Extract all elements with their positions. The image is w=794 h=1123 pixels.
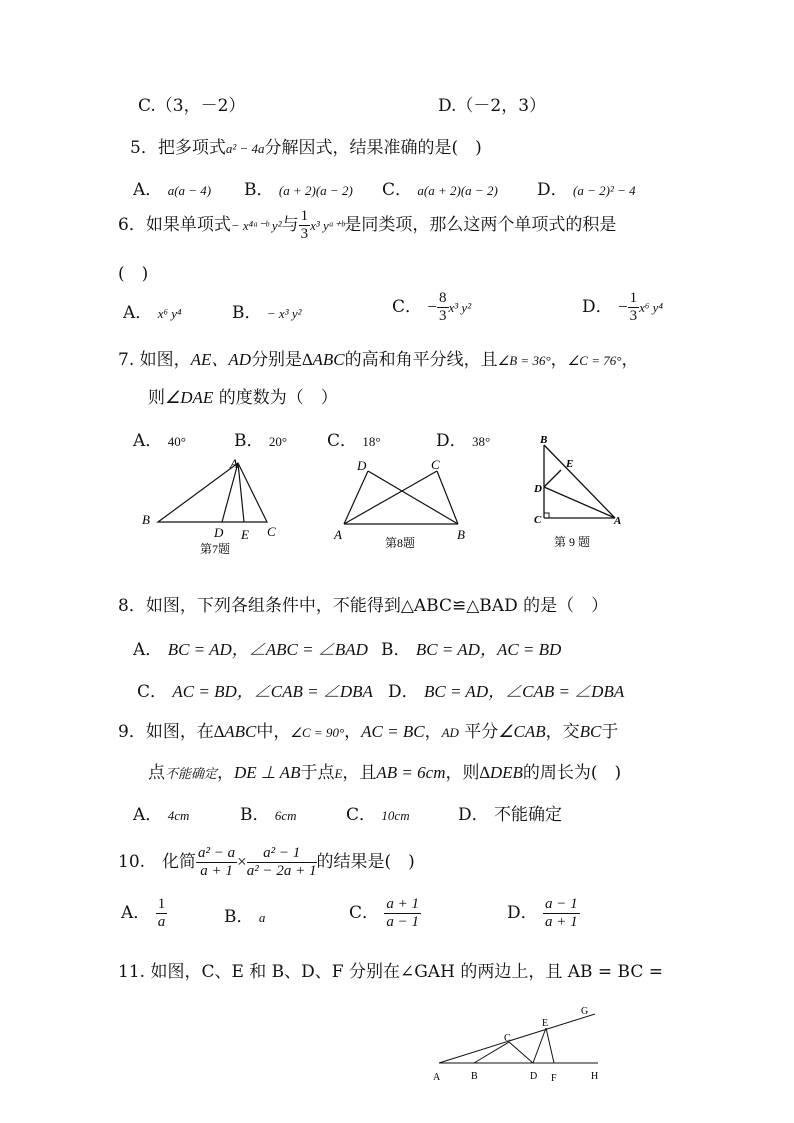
q5-d-value: (a − 2)² − 4 [573,183,636,198]
q11-stem: 11. 如图，C、E 和 B、D、F 分别在∠GAH 的两边上，且 AB = BC = [118,962,664,982]
fig7-label-b: B [142,512,150,527]
q8-a-value: BC = AD，∠ABC = ∠BAD [167,640,368,659]
q9-c-label: C． [346,805,377,825]
q6-option-a [123,298,182,323]
q10-f1-den: a + 1 [200,863,233,879]
q6-d-sign: − [618,297,628,316]
q7-angle-c: ∠C = 76° [567,353,622,368]
q6-stem-end: 是同类项，那么这两个单项式的积是 [344,215,617,235]
q5-b-value: (a + 2)(a − 2) [278,183,353,198]
q10-a-num: 1 [157,896,166,912]
q5-option-c [382,175,498,200]
q7-b-value: 20° [268,434,288,449]
fig9-label-e: E [566,458,574,470]
fig8-label-a: A [334,527,342,542]
fig9-segment-ba [544,445,615,518]
q10-d-num: a − 1 [545,896,578,912]
q7-stem [118,345,638,370]
q7-c-label: C． [327,431,358,451]
q5-expression: a² − 4a [225,141,265,156]
fig11-label-e: E [542,1018,549,1029]
q10-stem-end: 的结果是( ) [316,852,415,872]
q7-stem-b: 分别是 [251,350,303,370]
q9-option-a [133,800,189,825]
q7-a-label: A． [133,431,163,451]
fig7-segment-ad [222,463,238,522]
q7-comma: ， [550,350,568,370]
fig11-label-d: D [530,1071,538,1082]
q10-a-den: a [157,914,166,930]
q9-d-label: D． [458,805,489,825]
q9-line2-d: ，则 [445,763,480,783]
q6-d-num: 1 [629,290,638,306]
fig8-segment-ad [344,471,368,524]
q10-option-b [224,902,265,927]
q10-c-num: a + 1 [386,896,420,912]
q9-d-value: 不能确定 [494,805,563,825]
q8-c-label: C． [137,682,168,702]
q5-a-value: a(a − 4) [167,183,212,198]
q4-option-c: C.（3，－2） [138,96,246,116]
q10-b-value: a [258,910,266,925]
q9-comma-4: ， [217,763,235,783]
q10-stem [118,845,415,880]
q7-ae-ad: AE、AD [190,350,252,369]
fig7-label-a: A [230,456,238,471]
q9-point-e: E [334,766,343,781]
q6-option-c [392,290,471,325]
q9-a-label: A． [133,805,163,825]
fig9-label-a: A [614,515,622,527]
q9-line2-b: 于点 [300,763,335,783]
q5-b-label: B． [244,180,274,200]
fig8-segment-bc [437,471,458,524]
q10-a-fraction [156,896,168,931]
fig11-label-g: G [581,1006,589,1017]
q9-line2-a: 点 [148,763,165,783]
q9-stem [118,717,618,742]
fig8-segment-bd [368,471,458,524]
q5-c-value: a(a + 2)(a − 2) [417,183,498,198]
q5-option-a [133,175,211,200]
figure-11 [430,1002,610,1087]
q9-stem-d: ，交 [545,722,580,742]
q6-d-label: D． [582,297,613,317]
q6-option-d [582,290,663,325]
q7-option-d [436,426,490,451]
q6-c-tail: x³ y² [448,300,472,315]
q6-c-den: 3 [439,308,447,324]
fig9-label-d: D [534,483,542,495]
fig11-label-a: A [433,1072,441,1083]
q9-b-label: B． [240,805,270,825]
q6-paren: ( ) [118,264,149,284]
q9-angle-c: ∠C = 90° [290,725,345,740]
q8-b-label: B． [381,640,411,660]
fig8-label-b: B [457,527,465,542]
fig8-segment-ac [344,471,437,524]
q6-option-b [232,298,302,323]
q10-c-den: a − 1 [386,914,420,930]
fig11-label-f: F [551,1073,557,1084]
fig11-segment-ef [546,1028,554,1063]
q10-option-c [349,896,421,931]
q6-c-label: C． [392,297,423,317]
q8-d-value: BC = AD，∠CAB = ∠DBA [424,682,625,701]
q4-option-d: D.（－2，3） [438,96,547,116]
fig11-segment-bc [474,1042,509,1063]
fig7-label-e: E [241,527,249,542]
q6-stem [118,208,616,243]
q9-c-value: 10cm [381,808,410,823]
q9-stem-e: 于 [601,722,619,742]
q9-line2-e: 的周长为( ) [522,763,622,783]
q10-option-d [507,896,580,931]
q6-with: 与 [281,215,299,235]
q10-f1-num: a² − a [198,845,236,861]
q7-d-label: D． [436,431,467,451]
q6-b-label: B． [232,303,262,323]
q9-triangle-deb: ∆DEB [479,763,523,782]
q6-frac-den: 3 [300,226,309,242]
fig11-label-h: H [591,1071,599,1082]
q7-line2-a: 则 [148,388,165,408]
q9-option-c [346,800,410,825]
fig8-label-c: C [431,457,440,472]
q9-b-value: 6cm [274,808,297,823]
q10-times: × [237,852,247,871]
q6-monomial-1: − x⁴ᵃ⁻ᵇ y² [230,218,282,233]
q10-b-label: B． [224,907,254,927]
q6-stem-text: 6．如果单项式 [118,215,231,235]
fig9-right-angle-c [544,513,549,518]
q7-option-a [133,426,186,451]
q8-c-value: AC = BD，∠CAB = ∠DBA [172,682,373,701]
q7-a-value: 40° [167,434,186,449]
q5-stem-end: 分解因式，结果准确的是( ) [264,138,482,158]
q9-triangle: ∆ABC [213,722,257,741]
q5-d-label: D． [537,180,568,200]
q9-line2-c: ，且 [342,763,377,783]
q6-d-fraction [628,290,640,325]
q10-fraction-1 [196,845,237,880]
q7-d-value: 38° [472,434,491,449]
q8-d-label: D． [388,682,419,702]
q5-option-b [244,175,353,200]
figure-8 [330,455,475,555]
q7-b-label: B． [234,431,264,451]
q10-a-label: A． [121,903,151,923]
q9-bc: BC [579,722,602,741]
q9-ab-6cm: AB = 6cm [376,763,446,782]
q10-option-a [121,896,167,931]
q9-de-ab: DE ⊥ AB [234,763,301,782]
q10-f2-den: a² − 2a + 1 [246,863,317,879]
q6-a-label: A． [123,303,153,323]
q10-stem-text: 10. 化简 [118,852,197,872]
q7-stem-d: ， [621,350,639,370]
q9-comma-2: ， [344,722,362,742]
q5-option-d [537,175,636,200]
q10-c-label: C． [349,903,380,923]
q7-option-c [327,426,381,451]
q7-line2 [148,383,338,408]
fig8-label-d: D [357,458,367,473]
fig7-triangle [158,463,267,522]
q9-stem-b: 中， [256,722,291,742]
fig7-segment-ae [238,463,244,522]
q8-option-d [388,677,624,702]
fig7-caption: 第7题 [200,542,231,556]
q9-option-b [240,800,297,825]
figure-7 [140,455,280,560]
q6-frac-num: 1 [300,208,309,224]
fig11-segment-cd [509,1042,533,1063]
q10-f2-num: a² − 1 [247,845,317,863]
q8-option-c [137,677,373,702]
q5-a-label: A． [133,180,163,200]
q10-d-label: D． [507,903,538,923]
q6-d-tail: x⁶ y⁴ [639,300,663,315]
q7-line2-b: 的度数为（ ） [213,388,338,408]
q7-stem-a: 7. 如图， [118,350,191,370]
q9-option-d [458,800,562,825]
q10-d-fraction [543,896,580,931]
q10-c-fraction [384,896,421,931]
fig7-label-d: D [214,525,224,540]
figure-9 [530,432,630,552]
q8-stem: 8．如图，下列各组条件中，不能得到△ABC≌△BAD 的是（ ） [118,596,609,616]
q7-triangle: ∆ABC [302,350,345,369]
q9-a-value: 4cm [167,808,190,823]
q5-stem [130,133,482,158]
q7-c-value: 18° [362,434,381,449]
fig7-label-c: C [267,524,276,539]
fig9-segment-ad [544,487,615,518]
q7-stem-c: 的高和角平分线，且 [344,350,498,370]
q8-b-value: BC = AD，AC = BD [415,640,562,659]
q9-ac-bc: AC = BC [361,722,425,741]
q6-c-sign: − [427,297,438,316]
q9-stem-a: 9．如图，在 [118,722,214,742]
q9-ad: AD [441,725,459,740]
q5-c-label: C． [382,180,413,200]
q9-angle-cab: ∠CAB [498,722,546,741]
q6-b-value: − x³ y² [266,306,302,321]
q6-c-num: 8 [439,290,447,306]
q9-comma-3: ， [424,722,442,742]
q9-line2 [148,758,621,783]
q6-a-value: x⁶ y⁴ [157,306,182,321]
q6-d-den: 3 [629,308,638,324]
fig9-segment-de [544,470,561,487]
q7-option-b [234,426,287,451]
q7-angle-dae: ∠DAE [165,388,214,407]
fig11-label-b: B [471,1071,478,1082]
fig9-label-c: C [534,514,542,526]
q10-fraction-2 [247,845,317,880]
q6-monomial-2: x³ yᵃ⁺ᵇ [310,218,345,233]
q9-stem-c: 平分 [458,722,499,742]
q9-point-d: 不能确定 [165,766,218,781]
q8-a-label: A． [133,640,163,660]
q8-option-b [381,635,561,660]
q7-angle-b: ∠B = 36° [497,353,551,368]
q6-fraction [299,208,311,243]
q10-d-den: a + 1 [545,914,578,930]
fig11-label-c: C [504,1033,511,1044]
q8-option-a [133,635,368,660]
q5-stem-text: 5．把多项式 [130,138,226,158]
q6-c-fraction [437,290,449,325]
fig11-ray-ag [439,1014,595,1063]
fig9-caption: 第 9 题 [554,535,591,549]
fig8-caption: 第8题 [385,536,416,550]
fig9-label-b: B [540,434,548,446]
